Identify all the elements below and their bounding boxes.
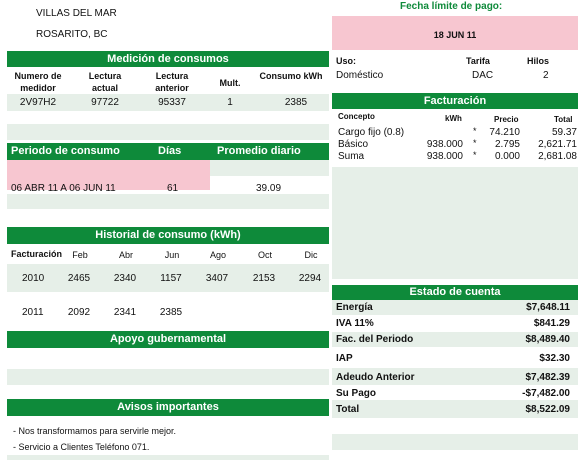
facturacion-row-2-mark: * <box>473 138 477 148</box>
facturacion-row-1-concepto: Cargo fijo (0.8) <box>338 127 405 138</box>
estado-supago-value: -$7,482.00 <box>522 388 570 399</box>
medicion-col-consumo: Consumo kWh <box>259 71 323 81</box>
facturacion-col-precio: Precio <box>494 115 519 124</box>
historial-header: Historial de consumo (kWh) <box>7 227 329 244</box>
estado-iva-label: IVA 11% <box>336 318 374 329</box>
estado-adeudo-value: $7,482.39 <box>525 372 570 383</box>
facturacion-col-kwh: kWh <box>445 114 462 123</box>
estado-energia-label: Energía <box>336 302 373 313</box>
facturacion-col-concepto: Concepto <box>338 112 375 121</box>
apoyo-header: Apoyo gubernamental <box>7 331 329 348</box>
estado-total-value: $8,522.09 <box>525 404 570 415</box>
historial-row-2010-abr: 2340 <box>113 273 137 284</box>
periodo-range-value: 06 ABR 11 A 06 JUN 11 <box>11 183 116 194</box>
facturacion-row-3-concepto: Suma <box>338 151 365 162</box>
historial-col-ago: Ago <box>209 250 226 260</box>
facturacion-row-3-total: 2,681.08 <box>538 151 577 162</box>
uso-value: Doméstico <box>336 70 384 81</box>
historial-row-2010-feb: 2465 <box>67 273 91 284</box>
estado-total-label: Total <box>336 404 360 415</box>
historial-row-2011-abr: 2341 <box>113 307 137 318</box>
periodo-col-periodo: Periodo de consumo <box>11 145 120 157</box>
uso-col-tarifa: Tarifa <box>466 56 490 66</box>
medicion-col-mult: Mult. <box>219 78 241 88</box>
medicion-actual-value: 97722 <box>91 97 119 108</box>
historial-row-2010-dic: 2294 <box>298 273 322 284</box>
historial-col-oct: Oct <box>257 250 272 260</box>
historial-row-2011-jun: 2385 <box>159 307 183 318</box>
aviso-line-2: - Servicio a Clientes Teléfono 071. <box>13 442 150 452</box>
historial-row-2010-oct: 2153 <box>252 273 276 284</box>
historial-row-2010-jun: 1157 <box>160 273 182 284</box>
estado-iva-value: $841.29 <box>533 318 570 329</box>
facturacion-col-total: Total <box>554 115 573 124</box>
periodo-dias-value: 61 <box>167 183 179 194</box>
facturacion-row-1-mark: * <box>473 126 477 136</box>
estado-supago-label: Su Pago <box>336 388 377 399</box>
estado-adeudo-label: Adeudo Anterior <box>336 372 415 383</box>
tarifa-value: DAC <box>472 70 494 81</box>
facturacion-row-1-total: 59.37 <box>551 127 577 138</box>
historial-col-facturacion: Facturación <box>11 249 63 259</box>
estado-iap-label: IAP <box>336 353 353 364</box>
historial-col-abr: Abr <box>118 250 133 260</box>
medicion-anterior-value: 95337 <box>158 97 186 108</box>
facturacion-row-3-precio: 0.000 <box>494 151 520 162</box>
estado-energia-value: $7,648.11 <box>526 302 570 313</box>
facturacion-row-1-precio: 74.210 <box>489 127 520 138</box>
historial-col-jun: Jun <box>164 250 180 260</box>
historial-row-2010-year: 2010 <box>22 273 45 284</box>
facturacion-row-2-concepto: Básico <box>338 139 369 150</box>
due-date-label: Fecha límite de pago: <box>400 1 503 12</box>
medicion-col-actual: Lectura actual <box>88 71 122 93</box>
medicion-header: Medición de consumos <box>7 51 329 67</box>
estado-iap-value: $32.30 <box>539 353 570 364</box>
medicion-mult-value: 1 <box>227 97 233 108</box>
uso-col-uso: Uso: <box>336 56 356 66</box>
historial-col-dic: Dic <box>304 250 318 260</box>
medicion-col-anterior: Lectura anterior <box>155 71 189 93</box>
facturacion-row-3-kwh: 938.000 <box>426 151 463 162</box>
facturacion-row-2-total: 2,621.71 <box>538 139 577 150</box>
aviso-line-1: - Nos transformamos para servirle mejor. <box>13 426 177 436</box>
avisos-header: Avisos importantes <box>7 399 329 416</box>
periodo-promedio-value: 39.09 <box>256 183 282 194</box>
estado-facperiodo-label: Fac. del Periodo <box>336 334 414 345</box>
medicion-col-medidor: Numero de medidor <box>14 71 62 93</box>
hilos-value: 2 <box>543 70 549 81</box>
facturacion-row-2-precio: 2.795 <box>494 139 520 150</box>
estado-header: Estado de cuenta <box>332 285 578 300</box>
medicion-medidor-value: 2V97H2 <box>19 97 57 108</box>
facturacion-row-2-kwh: 938.000 <box>426 139 463 150</box>
estado-facperiodo-value: $8,489.40 <box>525 334 570 345</box>
facturacion-header: Facturación <box>332 93 578 109</box>
due-date-value: 18 JUN 11 <box>433 30 477 40</box>
periodo-col-promedio: Promedio diario <box>217 145 301 157</box>
periodo-col-dias: Días <box>158 145 182 157</box>
historial-row-2011-year: 2011 <box>22 307 44 318</box>
uso-col-hilos: Hilos <box>527 56 550 66</box>
address-line-2: ROSARITO, BC <box>36 29 108 40</box>
historial-col-feb: Feb <box>72 250 88 260</box>
facturacion-row-3-mark: * <box>473 150 477 160</box>
historial-row-2010-ago: 3407 <box>205 273 229 284</box>
address-line-1: VILLAS DEL MAR <box>36 8 117 19</box>
historial-row-2011-feb: 2092 <box>67 307 91 318</box>
medicion-consumo-value: 2385 <box>284 97 308 108</box>
